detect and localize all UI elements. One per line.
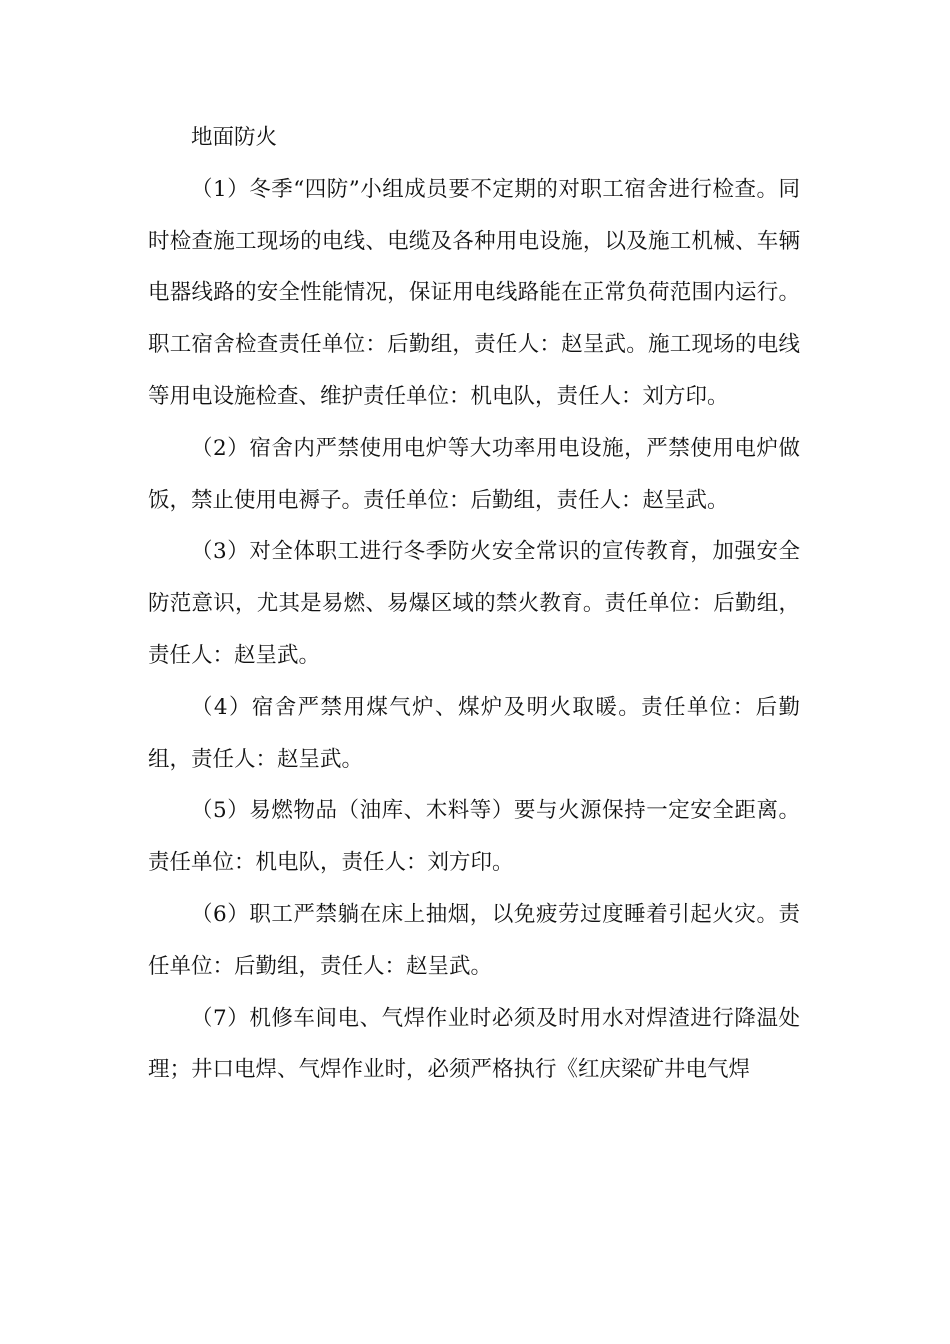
section-heading: 地面防火 bbox=[191, 125, 278, 150]
paragraph-6: （6）职工严禁躺在床上抽烟，以免疲劳过度睡着引起火灾。责任单位：后勤组，责任人：赵呈武。 bbox=[148, 901, 800, 979]
paragraph-5: （5）易燃物品（油库、木料等）要与火源保持一定安全距离。责任单位：机电队，责任人：刘方印。 bbox=[148, 798, 800, 876]
paragraph-1: （1）冬季“四防”小组成员要不定期的对职工宿舍进行检查。同时检查施工现场的电线、电缆及各种用电设施，以及施工机械、车辆电器线路的安全性能情况，保证用电线路能在正常负荷范围内运行。职工宿舍检查责任单位：后勤组，责任人：赵呈武。施工现场的电线等用电设施检查、维护责任单位：机电队，责任人：刘方印。 bbox=[148, 176, 800, 409]
paragraph-3: （3）对全体职工进行冬季防火安全常识的宣传教育，加强安全防范意识，尤其是易燃、易爆区域的禁火教育。责任单位：后勤组，责任人：赵呈武。 bbox=[148, 539, 800, 668]
document-body bbox=[148, 112, 800, 1096]
paragraph-2: （2）宿舍内严禁使用电炉等大功率用电设施，严禁使用电炉做饭，禁止使用电褥子。责任单位：后勤组，责任人：赵呈武。 bbox=[148, 435, 800, 513]
paragraph-7: （7）机修车间电、气焊作业时必须及时用水对焊渣进行降温处理；井口电焊、气焊作业时，必须严格执行《红庆梁矿井电气焊 bbox=[148, 1005, 800, 1083]
paragraph-4: （4）宿舍严禁用煤气炉、煤炉及明火取暖。责任单位：后勤组，责任人：赵呈武。 bbox=[148, 694, 800, 772]
